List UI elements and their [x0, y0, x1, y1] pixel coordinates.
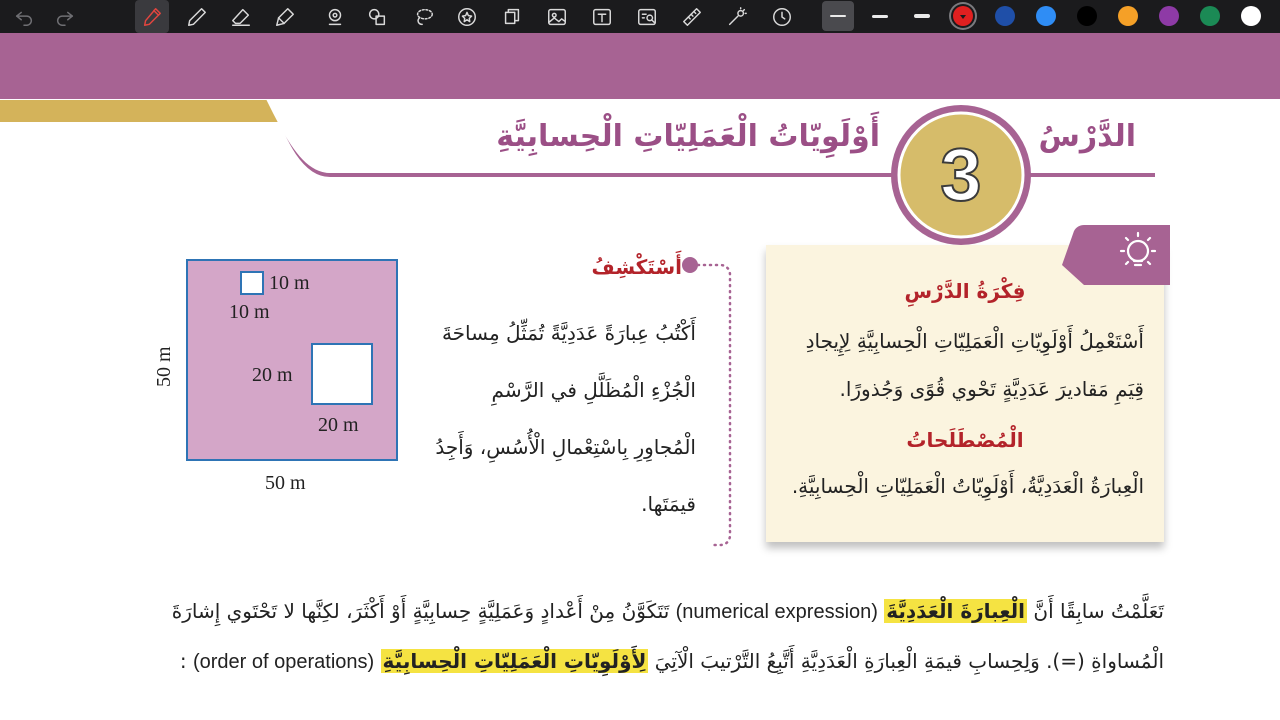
highlighter-tool-button[interactable] [268, 0, 302, 33]
terms-title: الْمُصْطَلَحاتُ [906, 428, 1024, 452]
stroke-medium-button[interactable] [864, 1, 896, 31]
timer-button[interactable] [765, 0, 799, 33]
laser-pointer-button[interactable] [720, 0, 754, 33]
eraser-icon [230, 6, 252, 28]
stroke-thick-icon [914, 14, 930, 18]
numerical-expression-english: (numerical expression) [675, 601, 878, 623]
color-dark-blue-swatch[interactable] [995, 6, 1015, 26]
body-line-1-end: تَتَكَوَّنُ مِنْ أَعْدادٍ وَعَمَلِيَّةٍ حِسابِيَّةٍ أَوْ أَكْثَرَ، لكِنَّها لا تَحْتَوي إِشارَةَ [171, 599, 670, 623]
timer-icon [771, 6, 793, 28]
medium-square-height-label: 20 m [252, 364, 293, 386]
pen-icon [141, 6, 163, 28]
lasso-icon [413, 6, 435, 28]
stroke-thin-button[interactable] [822, 1, 854, 31]
body-line-2-end: : [179, 649, 187, 673]
color-blue-swatch[interactable] [1036, 6, 1056, 26]
color-purple-swatch[interactable] [1159, 6, 1179, 26]
explore-title: أَسْتَكْشِفُ [591, 255, 682, 279]
star-stamp-icon [456, 6, 478, 28]
undo-button[interactable] [7, 0, 41, 33]
lesson-number: 3 [940, 132, 982, 216]
screenshot-button[interactable] [630, 0, 664, 33]
sticky-note-icon [501, 6, 523, 28]
body-line-2 [180, 649, 1164, 674]
laser-pointer-icon [726, 6, 748, 28]
small-square-width-label: 10 m [269, 272, 310, 294]
stroke-medium-icon [872, 15, 888, 18]
highlighter-icon [274, 6, 296, 28]
medium-square [312, 344, 372, 404]
lesson-label: الدَّرْسُ [1038, 119, 1136, 154]
color-orange-swatch[interactable] [1118, 6, 1138, 26]
lasso-tool-button[interactable] [407, 0, 441, 33]
textbook-page[interactable] [0, 33, 1280, 720]
lesson-idea-text: أَسْتَعْمِلُ أَوْلَوِيّاتِ الْعَمَلِيّاتِ الْحِسابِيَّةِ لِإِيجادِ قِيَمِ مَقاديرَ عَدَدِيَّةٍ تَحْوي قُوًى وَجُذورًا. [805, 329, 1144, 401]
image-icon [546, 6, 568, 28]
undo-icon [13, 6, 35, 28]
outer-width-label: 50 m [265, 472, 306, 494]
medium-square-width-label: 20 m [318, 414, 359, 436]
numerical-expression-term: الْعِبارَةَ الْعَدَدِيَّةَ [886, 599, 1026, 623]
explore-bullet-icon [682, 257, 698, 273]
spotlight-tool-button[interactable] [318, 0, 352, 33]
header-gold-strip [0, 100, 290, 122]
pencil-icon [186, 6, 208, 28]
color-green-swatch[interactable] [1200, 6, 1220, 26]
body-line-1 [172, 599, 1164, 624]
sticky-note-button[interactable] [495, 0, 529, 33]
annotation-toolbar [0, 0, 1280, 33]
area-figure [140, 253, 440, 503]
lesson-idea-title: فِكْرَةُ الدَّرْسِ [904, 279, 1026, 303]
redo-button[interactable] [48, 0, 82, 33]
body-line-2-start: الْمُساواةِ (=). وَلِحِسابِ قيمَةِ الْعِبارَةِ الْعَدَدِيَّةِ أَتَّبِعُ التَّرْتيبَ الْآتِيَ [654, 649, 1164, 673]
body-line-1-start: تَعَلَّمْتُ سابِقًا أَنَّ [1033, 599, 1164, 623]
shapes-tool-button[interactable] [360, 0, 394, 33]
spotlight-icon [324, 6, 346, 28]
redo-icon [54, 6, 76, 28]
header-banner [0, 33, 1280, 99]
ruler-button[interactable] [675, 0, 709, 33]
pen-tool-button[interactable] [135, 0, 169, 33]
outer-height-label: 50 m [153, 346, 175, 387]
stamp-tool-button[interactable] [450, 0, 484, 33]
small-square-height-label: 10 m [229, 301, 270, 323]
color-white-swatch[interactable] [1241, 6, 1261, 26]
shapes-icon [366, 6, 388, 28]
terms-text: الْعِبارَةُ الْعَدَدِيَّةُ، أَوْلَوِيّاتُ الْعَمَلِيّاتِ الْحِسابِيَّةِ. [791, 474, 1144, 498]
explore-text: أَكْتُبُ عِبارَةً عَدَدِيَّةً تُمَثِّلُ مِساحَةَ الْجُزْءِ الْمُظَلَّلِ في الرَّسْمِ الْمُجاوِرِ بِاسْتِعْمالِ الْأُسُسِ، وَأَجِدُ قيمَتَها. [435, 321, 696, 516]
color-black-swatch[interactable] [1077, 6, 1097, 26]
insert-image-button[interactable] [540, 0, 574, 33]
lesson-title: أَوْلَوِيّاتُ الْعَمَلِيّاتِ الْحِسابِيَّةِ [496, 119, 880, 154]
ruler-icon [681, 6, 703, 28]
screenshot-icon [636, 6, 658, 28]
pencil-tool-button[interactable] [180, 0, 214, 33]
eraser-tool-button[interactable] [224, 0, 258, 33]
small-square [241, 272, 263, 294]
idea-tab [1062, 225, 1170, 285]
stroke-thin-icon [830, 15, 846, 17]
text-box-button[interactable] [585, 0, 619, 33]
color-red-swatch[interactable] [953, 6, 973, 26]
order-of-operations-english: (order of operations) [192, 651, 375, 673]
order-of-operations-term: لِأَوْلَوِيّاتِ الْعَمَلِيّاتِ الْحِسابِيَّةِ [382, 649, 647, 673]
text-box-icon [591, 6, 613, 28]
stroke-thick-button[interactable] [906, 1, 938, 31]
